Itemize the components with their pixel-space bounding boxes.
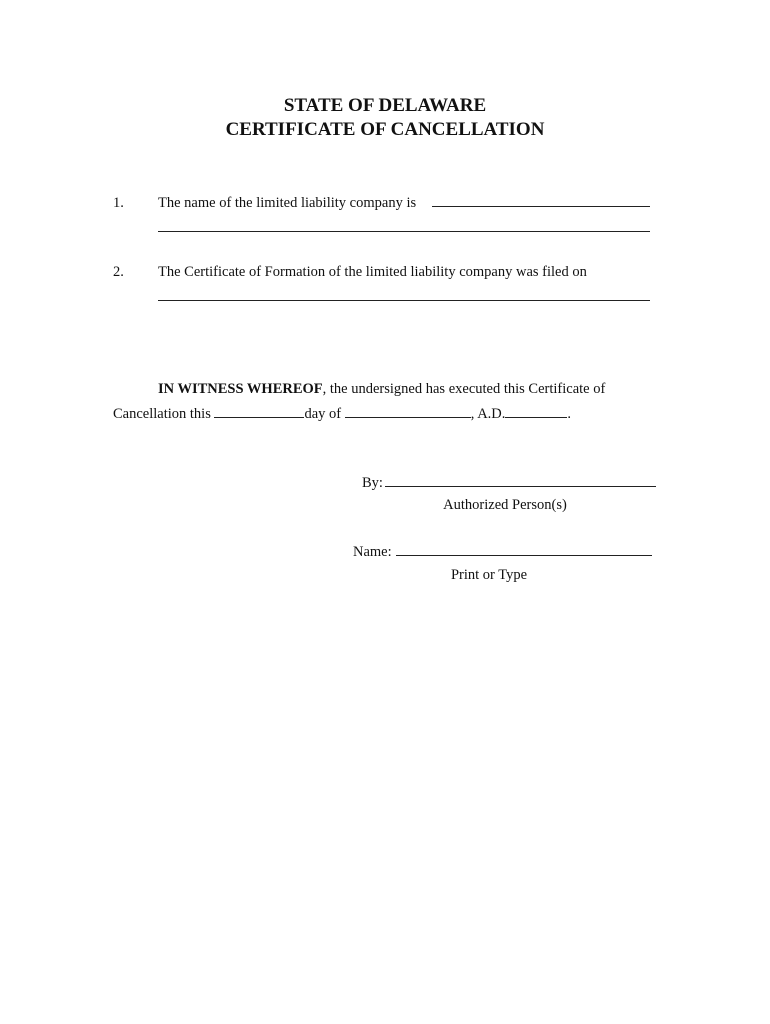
by-caption: Authorized Person(s) [443, 497, 567, 513]
name-label: Name: [353, 544, 392, 560]
witness-line-1 [158, 380, 605, 398]
day-field[interactable] [214, 404, 304, 418]
witness-day-of: day of [304, 406, 342, 422]
item-1-text: The name of the limited liability company is [158, 195, 417, 211]
company-name-field-line1[interactable] [432, 206, 650, 207]
witness-period: . [567, 406, 572, 422]
item-1-number: 1. [113, 195, 124, 211]
by-label: By: [362, 475, 383, 491]
witness-lead-rest: , the undersigned has executed this Certificate of [322, 381, 606, 397]
formation-date-field[interactable] [158, 300, 650, 301]
witness-ad: , A.D. [470, 406, 506, 422]
company-name-field-line2[interactable] [158, 231, 650, 232]
witness-cancellation-this: Cancellation this [113, 406, 211, 422]
witness-lead-bold: IN WITNESS WHEREOF [158, 381, 323, 397]
month-field[interactable] [345, 404, 471, 418]
printed-name-field[interactable] [396, 555, 652, 556]
name-caption: Print or Type [450, 567, 528, 583]
title-state: STATE OF DELAWARE [283, 95, 487, 116]
authorized-person-signature-field[interactable] [385, 486, 656, 487]
witness-line-2 [113, 404, 571, 423]
item-2-number: 2. [113, 264, 124, 280]
item-2-text: The Certificate of Formation of the limited liability company was filed on [158, 264, 587, 280]
year-field[interactable] [505, 404, 567, 418]
title-certificate: CERTIFICATE OF CANCELLATION [225, 119, 545, 140]
